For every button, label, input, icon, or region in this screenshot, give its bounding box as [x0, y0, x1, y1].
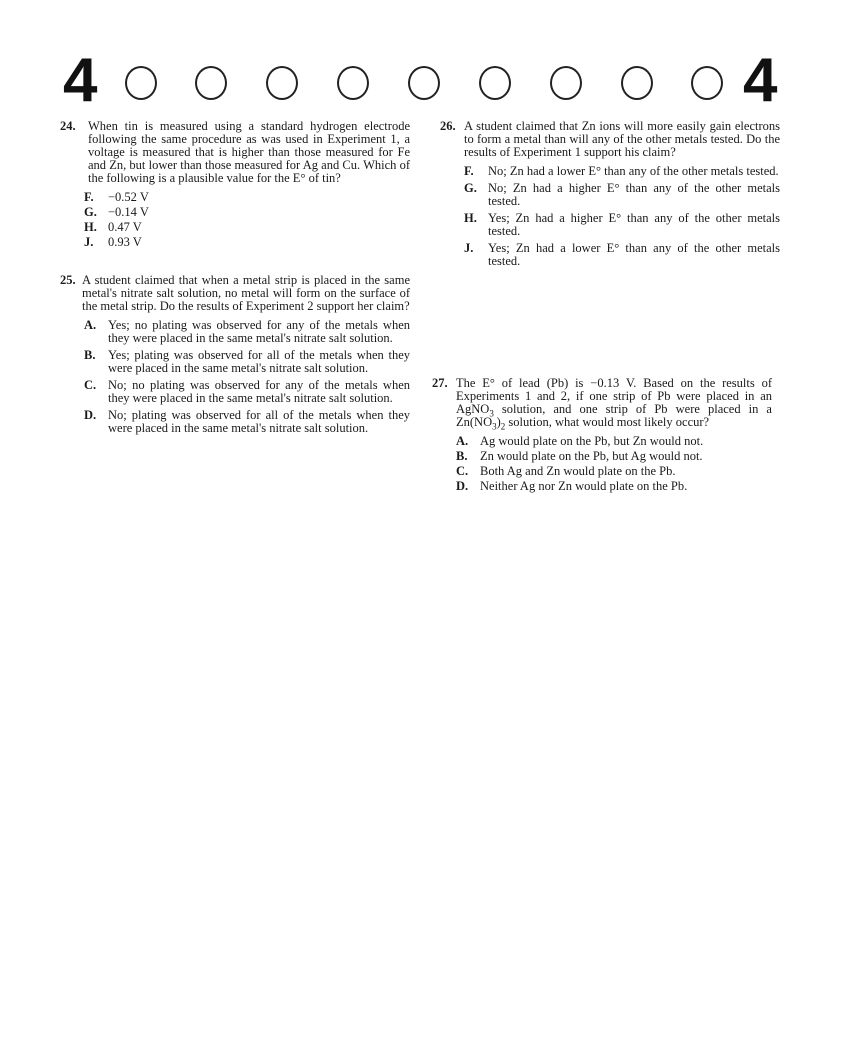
answer-option[interactable]: F. No; Zn had a lower E° than any of the other metals tested.: [464, 164, 779, 178]
answer-bubble-circle: [691, 66, 723, 100]
page-header: [0, 0, 850, 115]
answer-option[interactable]: A. Ag would plate on the Pb, but Zn would not.: [456, 434, 704, 448]
question-25: [60, 274, 410, 439]
answer-option[interactable]: J. 0.93 V: [84, 235, 142, 249]
question-24: [60, 120, 410, 251]
answer-bubble-circle: [550, 66, 582, 100]
answer-option[interactable]: D. Neither Ag nor Zn would plate on the Pb.: [456, 479, 688, 493]
answer-bubble-circle: [479, 66, 511, 100]
answer-option[interactable]: B. Yes; plating was observed for all of the metals when they were placed in the same metal's nitrate salt solution.: [84, 348, 410, 375]
section-number-right: 4: [743, 46, 778, 115]
answer-bubble-circle: [195, 66, 227, 100]
answer-option[interactable]: C. No; no plating was observed for any of the metals when they were placed in the same metal's nitrate salt solution.: [84, 378, 410, 405]
answer-options: [440, 165, 780, 268]
question-stem: A student claimed that Zn ions will more easily gain electrons to form a metal than will any of the other metals tested. Do the results of Experiment 1 support his claim?: [464, 119, 780, 159]
question-number: 26.: [440, 119, 456, 133]
answer-option[interactable]: G. −0.14 V: [84, 205, 149, 219]
question-number: 25.: [60, 273, 76, 287]
section-number-left: 4: [63, 46, 98, 115]
answer-options: [60, 319, 410, 435]
answer-option[interactable]: J. Yes; Zn had a lower E° than any of the other metals tested.: [464, 241, 780, 268]
answer-option[interactable]: H. Yes; Zn had a higher E° than any of the other metals tested.: [464, 211, 780, 238]
answer-bubble-circle: [266, 66, 298, 100]
answer-option[interactable]: H. 0.47 V: [84, 220, 142, 234]
answer-option[interactable]: A. Yes; no plating was observed for any of the metals when they were placed in the same metal's nitrate salt solution.: [84, 318, 410, 345]
answer-option[interactable]: G. No; Zn had a higher E° than any of the other metals tested.: [464, 181, 780, 208]
question-number: 27.: [432, 376, 448, 390]
answer-bubble-circle: [125, 66, 157, 100]
answer-bubble-circle: [337, 66, 369, 100]
answer-bubble-circle: [408, 66, 440, 100]
answer-bubble-circle: [621, 66, 653, 100]
answer-options: [432, 435, 772, 493]
answer-option[interactable]: F. −0.52 V: [84, 190, 149, 204]
question-27: [432, 377, 772, 495]
answer-option[interactable]: C. Both Ag and Zn would plate on the Pb.: [456, 464, 676, 478]
question-26: [440, 120, 780, 272]
answer-options: [60, 191, 410, 249]
question-number: 24.: [60, 119, 76, 133]
answer-option[interactable]: B. Zn would plate on the Pb, but Ag would not.: [456, 449, 703, 463]
answer-option[interactable]: D. No; plating was observed for all of the metals when they were placed in the same metal's nitrate salt solution.: [84, 408, 410, 435]
question-stem: A student claimed that when a metal strip is placed in the same metal's nitrate salt solution, no metal will form on the surface of the metal strip. Do the results of Experiment 2 support her claim?: [82, 273, 410, 313]
question-stem: The E° of lead (Pb) is −0.13 V. Based on the results of Experiments 1 and 2, if one strip of Pb were placed in an AgNO$_3$ solution, and one strip of Pb were placed in a $Zn(NO_3)_2$ solution, what would most likely occur?: [456, 376, 772, 432]
question-stem: When tin is measured using a standard hydrogen electrode following the same procedure as was used in Experiment 1, a voltage is measured that is higher than those measured for Fe and Zn, but lower than those measured for Ag and Cu. Which of the following is a plausible value for the E° of tin?: [88, 119, 410, 185]
